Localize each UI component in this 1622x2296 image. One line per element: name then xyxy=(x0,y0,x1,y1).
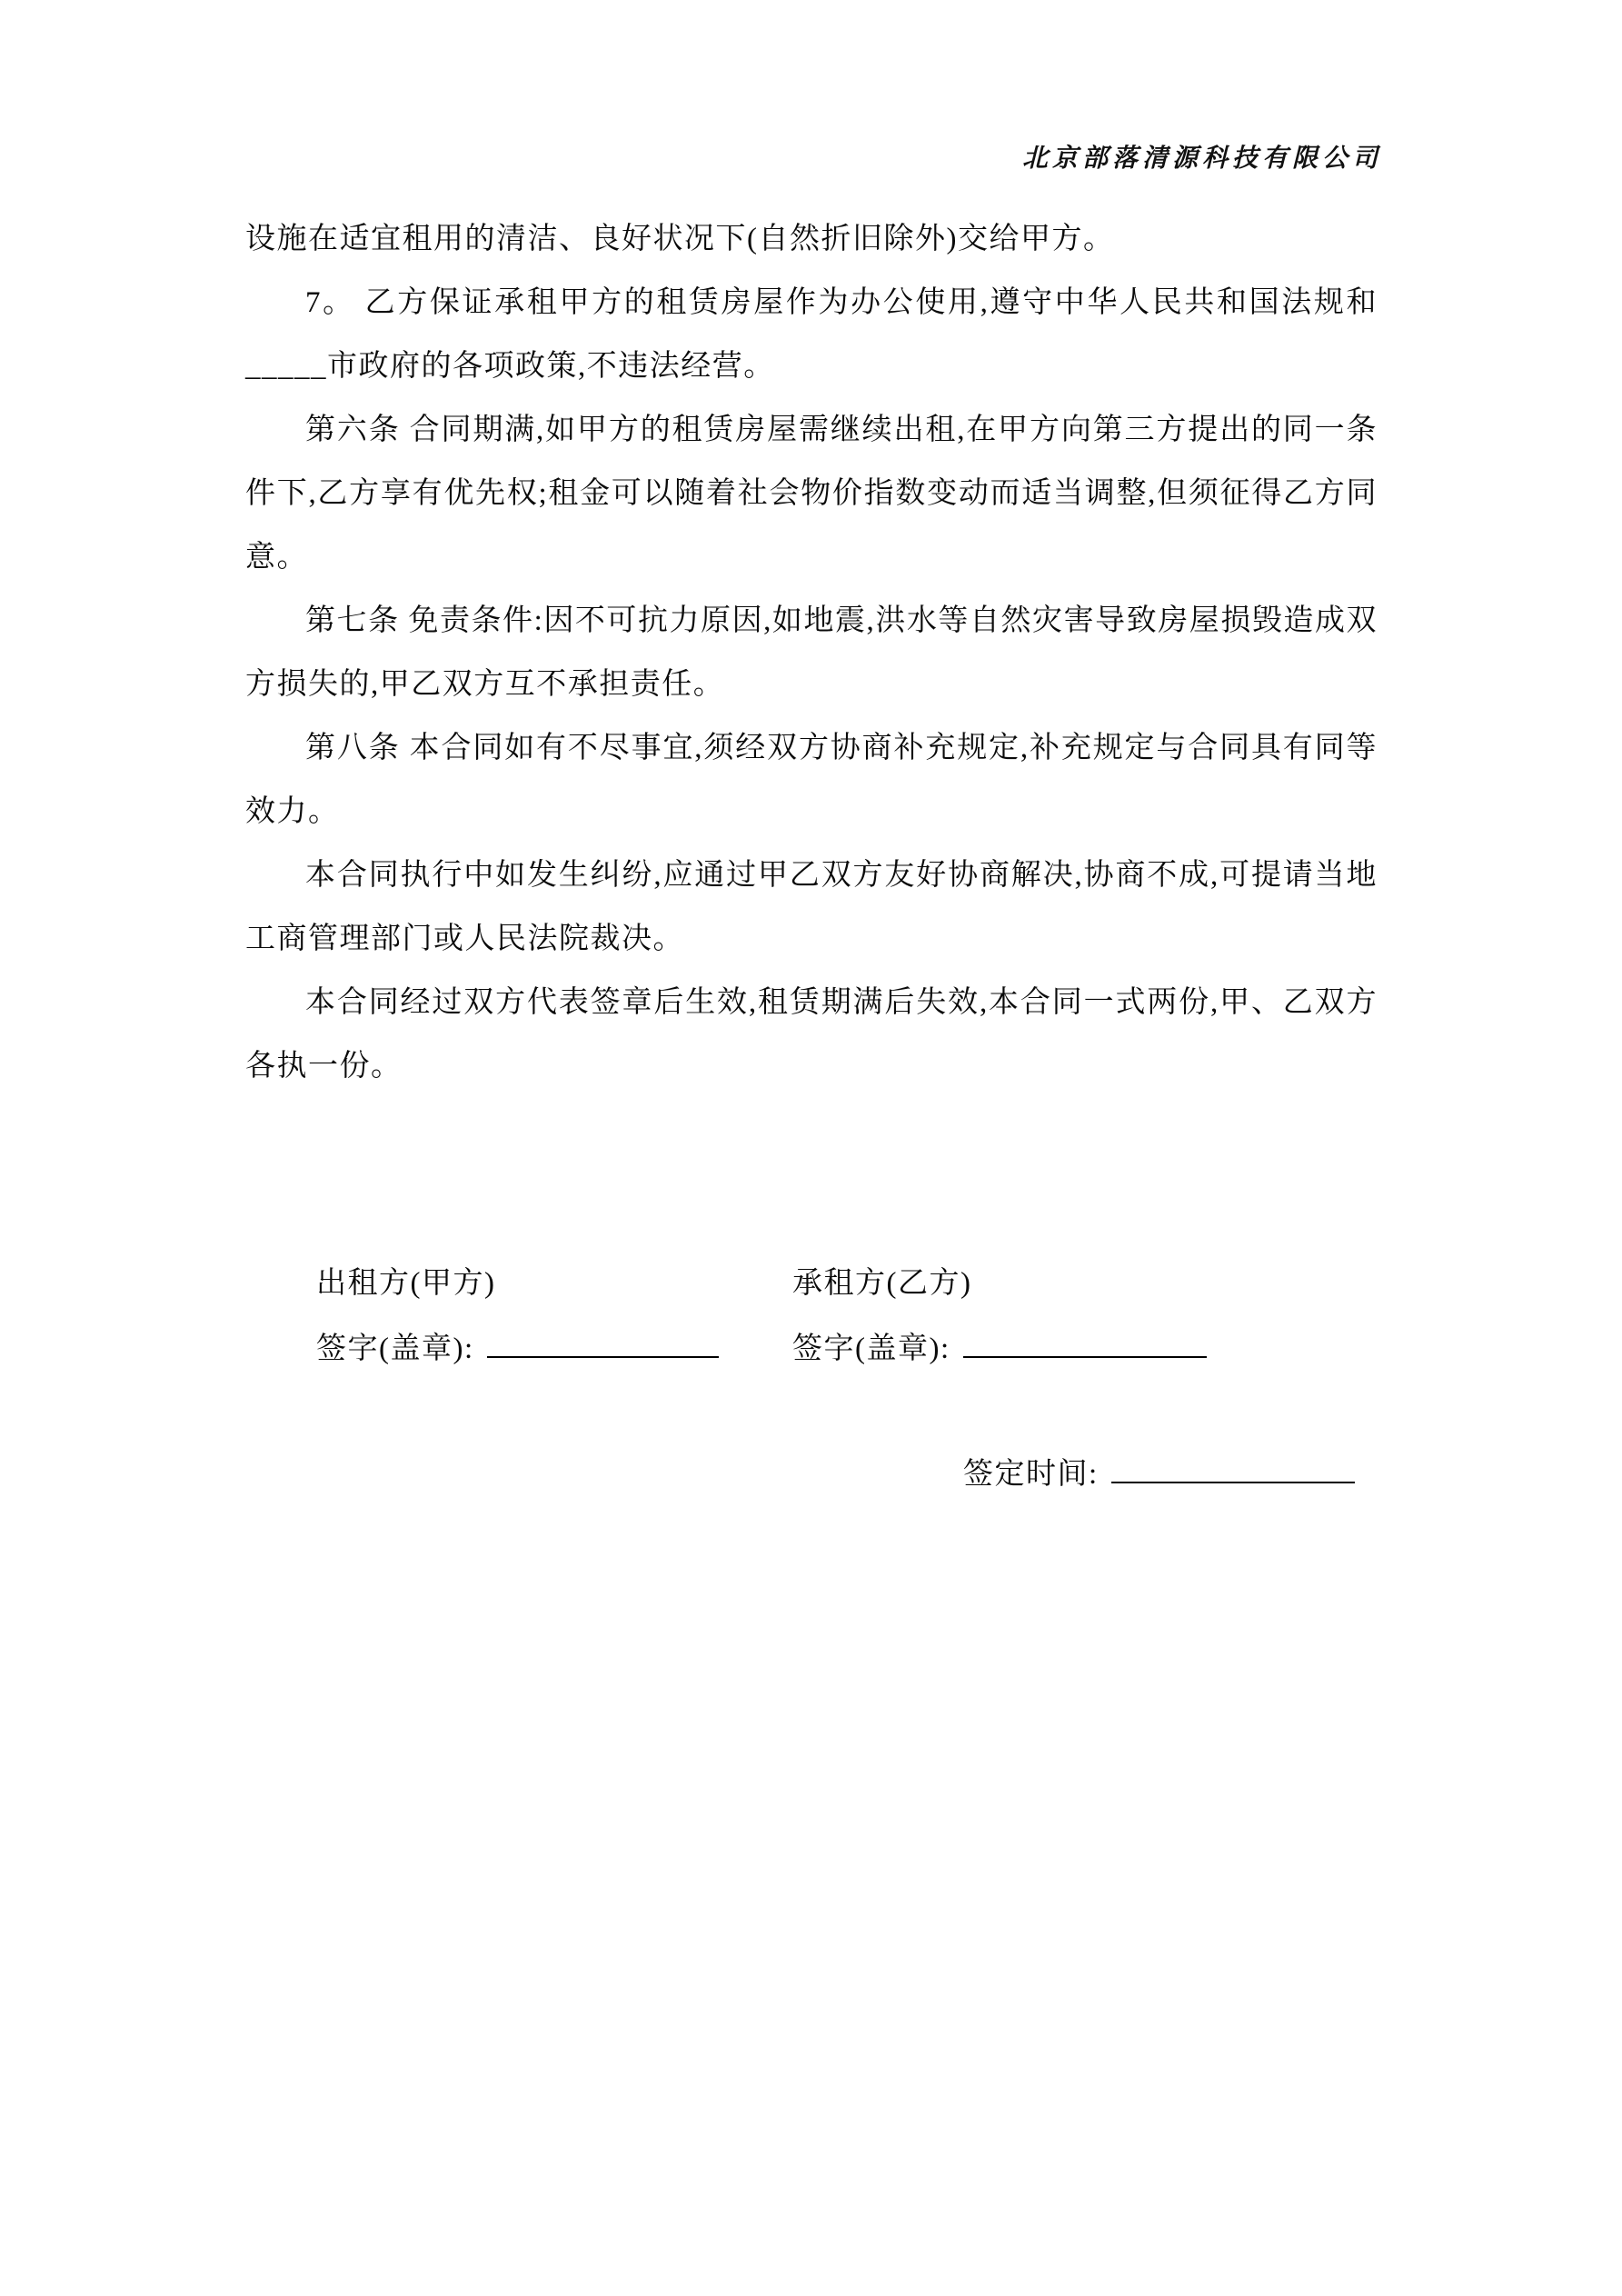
contract-paragraph: 第七条 免责条件:因不可抗力原因,如地震,洪水等自然灾害导致房屋损毁造成双方损失的,甲乙双方互不承担责任。 xyxy=(245,604,1378,701)
signing-date-row xyxy=(316,1442,1378,1507)
lessor-sign-label: 签字(盖章): xyxy=(316,1333,474,1365)
contract-paragraph: 本合同经过双方代表签章后生效,租赁期满后失效,本合同一式两份,甲、乙双方各执一份。 xyxy=(245,986,1378,1083)
party-labels-row xyxy=(316,1251,1378,1316)
lessee-party-label: 承租方(乙方) xyxy=(792,1267,972,1300)
lessor-party-label: 出租方(甲方) xyxy=(316,1267,496,1300)
contract-body xyxy=(0,207,1622,1098)
lessee-signature-blank xyxy=(963,1328,1207,1358)
lessor-signature-group xyxy=(316,1316,792,1382)
company-header: 北京部落清源科技有限公司 xyxy=(1021,145,1382,173)
signature-section xyxy=(0,1251,1622,1507)
signing-date-label: 签定时间: xyxy=(963,1458,1099,1491)
contract-paragraph: 设施在适宜租用的清洁、良好状况下(自然折旧除外)交给甲方。 xyxy=(245,223,1115,255)
lessee-sign-label: 签字(盖章): xyxy=(792,1333,950,1365)
contract-paragraph: 第八条 本合同如有不尽事宜,须经双方协商补充规定,补充规定与合同具有同等效力。 xyxy=(245,732,1378,828)
contract-paragraph: 第六条 合同期满,如甲方的租赁房屋需继续出租,在甲方向第三方提出的同一条件下,乙方享有优先权;租金可以随着社会物价指数变动而适当调整,但须征得乙方同意。 xyxy=(245,414,1378,574)
signature-line-row xyxy=(316,1316,1378,1382)
lessee-signature-group xyxy=(792,1316,1378,1382)
lessor-signature-blank xyxy=(487,1328,719,1358)
contract-paragraph: 7。 乙方保证承租甲方的租赁房屋作为办公使用,遵守中华人民共和国法规和_____市政府的各项政策,不违法经营。 xyxy=(245,286,1378,383)
contract-paragraph: 本合同执行中如发生纠纷,应通过甲乙双方友好协商解决,协商不成,可提请当地工商管理部门或人民法院裁决。 xyxy=(245,859,1378,955)
signing-date-blank xyxy=(1111,1453,1355,1483)
